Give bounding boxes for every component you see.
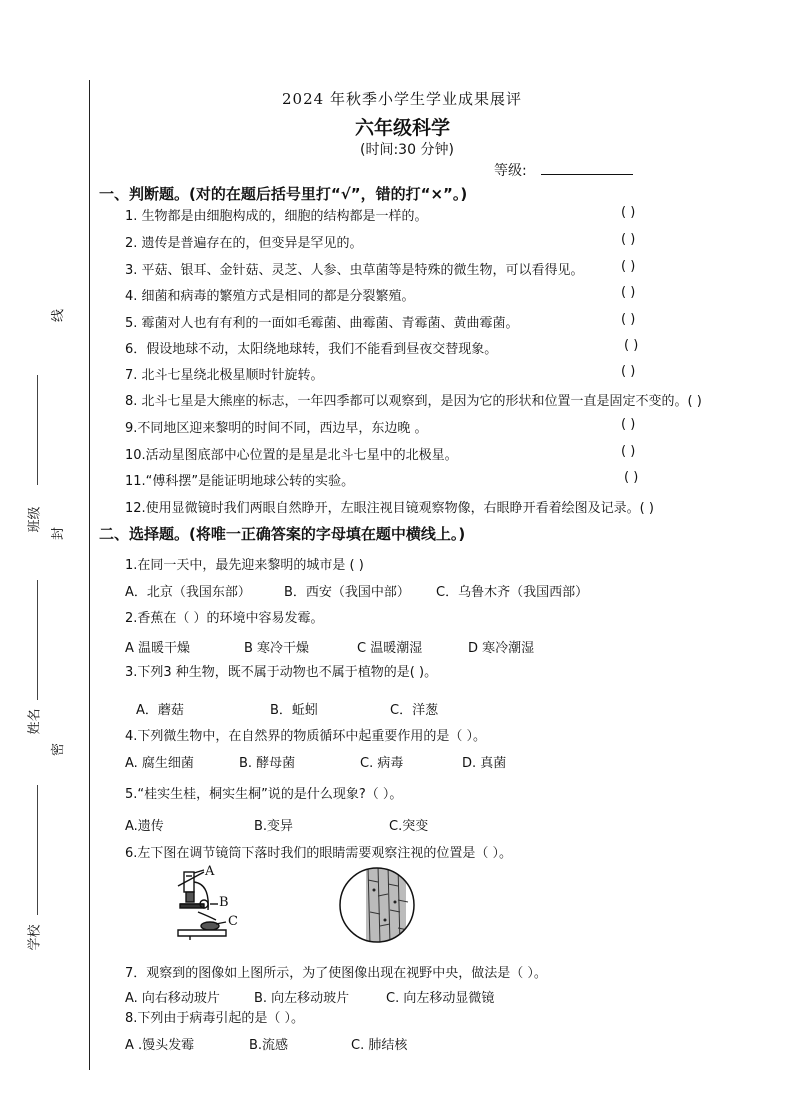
answer-paren: ( ) [621, 364, 636, 379]
answer-paren: ( ) [621, 417, 636, 432]
judge-question: 3. 平菇、银耳、金针菇、灵芝、人参、虫草菌等是特殊的微生物，可以看得见。 [125, 263, 584, 278]
school-blank-line [37, 785, 38, 915]
choice-question: 1.在同一天中，最先迎来黎明的城市是 ( ) [125, 558, 364, 573]
judge-question: 9.不同地区迎来黎明的时间不同，西边早，东边晚 。 [125, 421, 428, 436]
judge-question: 8. 北斗七星是大熊座的标志，一年四季都可以观察到，是因为它的形状和位置一直是固定不变的。( ) [125, 394, 702, 409]
grade-blank-line [541, 174, 633, 175]
margin-seal-char: 封 [51, 526, 67, 541]
choice-option: B 寒冷干燥 [244, 641, 310, 656]
judge-question: 4. 细菌和病毒的繁殖方式是相同的都是分裂繁殖。 [125, 289, 415, 304]
margin-secret-char: 密 [51, 742, 67, 757]
judge-question: 11.“傅科摆”是能证明地球公转的实验。 [125, 474, 355, 489]
choice-question: 8.下列由于病毒引起的是（ ）。 [125, 1011, 305, 1026]
choice-option: A. 腐生细菌 [125, 756, 194, 771]
choice-option: C．洋葱 [390, 703, 439, 718]
answer-paren: ( ) [621, 312, 636, 327]
name-blank-line [37, 580, 38, 700]
answer-paren: ( ) [621, 444, 636, 459]
choice-option: A．蘑菇 [136, 703, 184, 718]
choice-option: A .馒头发霉 [125, 1038, 195, 1053]
answer-paren: ( ) [624, 338, 639, 353]
judge-question: 5. 霉菌对人也有有利的一面如毛霉菌、曲霉菌、青霉菌、黄曲霉菌。 [125, 316, 519, 331]
judge-question: 12.使用显微镜时我们两眼自然睁开，左眼注视目镜观察物像，右眼睁开看着绘图及记录。( ) [125, 501, 654, 516]
section1-title: 一、判断题。(对的在题后括号里打“√”，错的打“×”。) [99, 185, 468, 203]
school-label: 学校 [27, 924, 43, 951]
judge-question: 7. 北斗七星绕北极星顺时针旋转。 [125, 368, 324, 383]
figure-label-c: C [228, 914, 238, 929]
choice-option: B.变异 [254, 819, 294, 834]
judge-question: 6．假设地球不动，太阳绕地球转，我们不能看到昼夜交替现象。 [125, 342, 498, 357]
choice-option: B.流感 [249, 1038, 289, 1053]
choice-option: B. 向左移动玻片 [254, 991, 350, 1006]
choice-option: C. 肺结核 [351, 1038, 408, 1053]
judge-question: 10.活动星图底部中心位置的是星是北斗七星中的北极星。 [125, 448, 458, 463]
choice-question: 3.下列3 种生物，既不属于动物也不属于植物的是( )。 [125, 665, 438, 680]
choice-option: C. 病毒 [360, 756, 404, 771]
judge-question: 2. 遗传是普遍存在的，但变异是罕见的。 [125, 236, 363, 251]
choice-option: D. 真菌 [462, 756, 507, 771]
choice-option: B．蚯蚓 [270, 703, 318, 718]
answer-paren: ( ) [621, 259, 636, 274]
choice-option: A．北京（我国东部） [125, 585, 251, 600]
choice-option: B. 酵母菌 [239, 756, 296, 771]
choice-question: 5.“桂实生桂，桐实生桐”说的是什么现象?（ ）。 [125, 787, 403, 802]
choice-question: 4.下列微生物中，在自然界的物质循环中起重要作用的是（ ）。 [125, 729, 487, 744]
answer-paren: ( ) [621, 285, 636, 300]
name-label: 姓名 [27, 708, 43, 735]
choice-option: A 温暖干燥 [125, 641, 191, 656]
choice-question: 6.左下图在调节镜筒下落时我们的眼睛需要观察注视的位置是（ ）。 [125, 846, 513, 861]
choice-option: A.遗传 [125, 819, 164, 834]
class-blank-line [37, 375, 38, 485]
choice-option: A. 向右移动玻片 [125, 991, 220, 1006]
class-label: 班级 [27, 506, 43, 533]
choice-option: C 温暖潮湿 [357, 641, 423, 656]
exam-time: (时间:30 分钟) [360, 142, 454, 158]
choice-question: 2.香蕉在（ ）的环境中容易发霉。 [125, 611, 324, 626]
figure-label-a: A [205, 864, 215, 879]
margin-line-char: 线 [51, 308, 67, 323]
exam-name: 2024 年秋季小学生学业成果展评 [282, 90, 522, 108]
section2-title: 二、选择题。(将唯一正确答案的字母填在题中横线上。) [99, 525, 466, 543]
choice-option: C. 向左移动显微镜 [386, 991, 495, 1006]
choice-option: C．乌鲁木齐（我国西部） [436, 585, 589, 600]
answer-paren: ( ) [624, 470, 639, 485]
choice-question: 7．观察到的图像如上图所示，为了使图像出现在视野中央，做法是（ ）。 [125, 966, 547, 981]
binding-margin-line [89, 80, 90, 1070]
microscope-view-figure [338, 866, 416, 944]
figure-label-b: B [219, 895, 229, 910]
choice-option: C.突变 [389, 819, 429, 834]
judge-question: 1. 生物都是由细胞构成的，细胞的结构都是一样的。 [125, 209, 428, 224]
choice-option: D 寒冷潮湿 [468, 641, 535, 656]
subject-title: 六年级科学 [355, 117, 451, 139]
answer-paren: ( ) [621, 232, 636, 247]
grade-label: 等级: [494, 163, 527, 179]
choice-option: B．西安（我国中部） [284, 585, 410, 600]
answer-paren: ( ) [621, 205, 636, 220]
